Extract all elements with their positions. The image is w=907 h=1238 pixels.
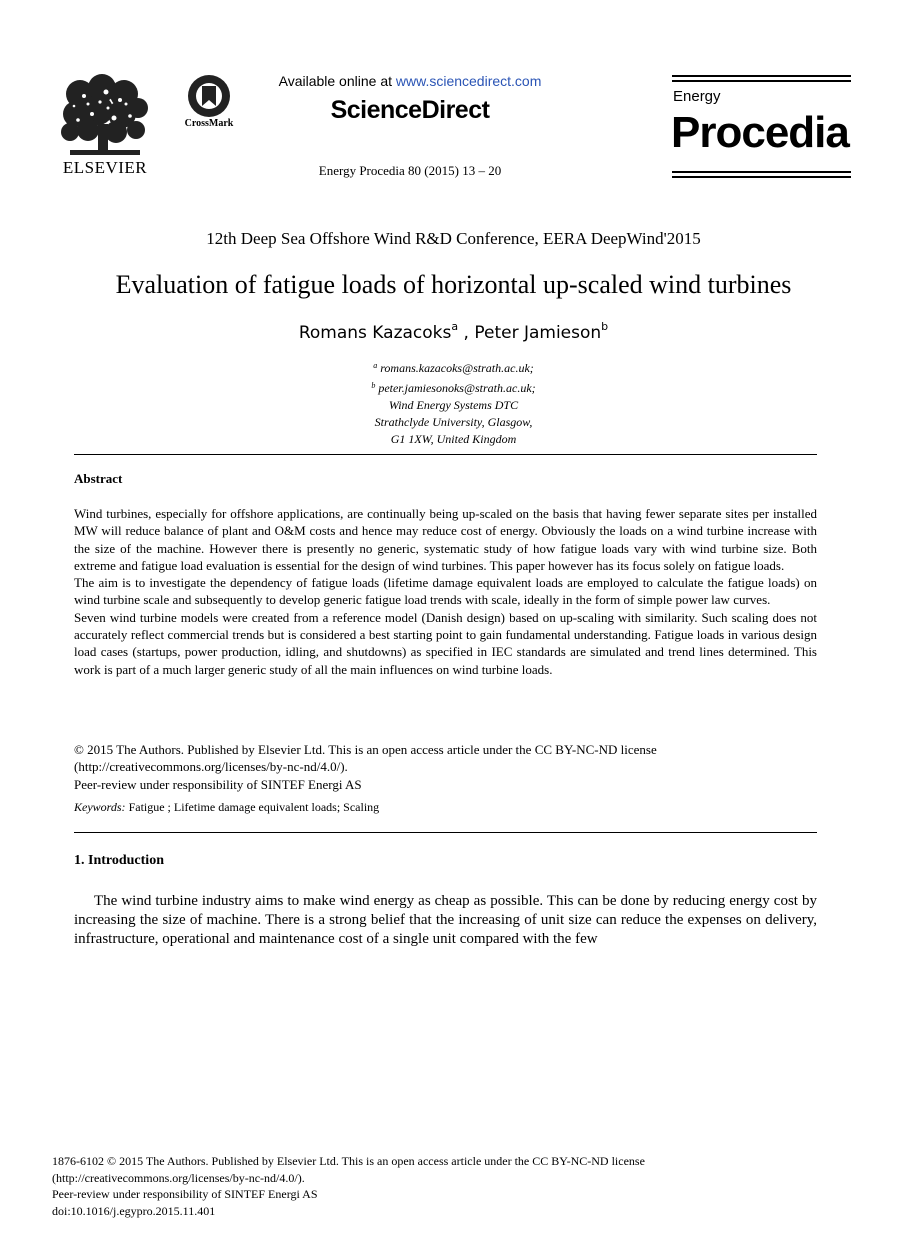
affil-mark: a xyxy=(373,361,378,370)
abstract-heading: Abstract xyxy=(74,471,123,486)
paper-title: Evaluation of fatigue loads of horizontal up-scaled wind turbines xyxy=(115,270,792,299)
author-affil-mark: a xyxy=(451,320,459,333)
sciencedirect-link[interactable]: www.sciencedirect.com xyxy=(395,73,542,89)
masthead-rule xyxy=(672,75,851,77)
footer-peer-review: Peer-review under responsibility of SINTEF Energi AS xyxy=(52,1187,318,1201)
author-separator: , xyxy=(458,323,475,343)
introduction-paragraph: The wind turbine industry aims to make wind energy as cheap as possible. This can be done by reducing energy cost by increasing the size of machine. There is a strong belief that the increasing of unit size can reduce the expenses on delivery, infrastructure, operational and maintenance cost of a single unit compared with the few xyxy=(74,893,817,947)
journal-name-small: Energy xyxy=(673,88,721,105)
author-email: peter.jamiesonoks@strath.ac.uk; xyxy=(375,381,536,395)
crossmark-label: CrossMark xyxy=(184,118,234,129)
footer-copyright: 1876-6102 © 2015 The Authors. Published by Elsevier Ltd. This is an open access article under the CC BY-NC-ND license xyxy=(52,1154,645,1168)
affil-mark: b xyxy=(371,381,376,390)
author-affil-mark: b xyxy=(601,320,609,333)
elsevier-wordmark: ELSEVIER xyxy=(62,158,148,177)
masthead-rule xyxy=(672,176,851,178)
affiliation-line xyxy=(0,357,907,377)
footer-doi[interactable]: doi:10.1016/j.egypro.2015.11.401 xyxy=(52,1203,216,1218)
affiliation-block xyxy=(0,357,907,448)
keywords-list: Fatigue ; Lifetime damage equivalent loads; Scaling xyxy=(125,800,380,814)
abstract-body xyxy=(74,505,817,678)
author-email: romans.kazacoks@strath.ac.uk; xyxy=(377,361,534,375)
affiliation-line: Wind Energy Systems DTC xyxy=(388,398,519,412)
license-line: © 2015 The Authors. Published by Elsevier Ltd. This is an open access article under the CC BY-NC-ND license xyxy=(74,742,657,757)
available-prefix: Available online at xyxy=(278,73,396,89)
introduction-body xyxy=(74,892,817,949)
section-divider xyxy=(74,832,817,833)
page-footer xyxy=(52,1153,832,1219)
masthead-rule xyxy=(672,171,851,173)
journal-name-large: Procedia xyxy=(671,108,849,157)
keywords-label: Keywords: xyxy=(74,800,126,814)
affiliation-line xyxy=(0,377,907,397)
license-link[interactable]: (http://creativecommons.org/licenses/by-nc-nd/4.0/). xyxy=(74,759,348,775)
author-name: Romans Kazacoks xyxy=(298,323,452,343)
author-name: Peter Jamieson xyxy=(474,323,602,343)
available-online-line xyxy=(260,73,560,89)
affiliation-line: Strathclyde University, Glasgow, xyxy=(374,415,533,429)
journal-citation: Energy Procedia 80 (2015) 13 – 20 xyxy=(318,163,502,178)
abstract-paragraph: Wind turbines, especially for offshore applications, are continually being up-scaled on the basis that having fewer separate sites per installed MW will reduce balance of plant and O&M costs and hence may reduce cost of energy. Obviously the loads on a wind turbine increase with the size of the machine. However there is presently no generic, systematic study of how fatigue loads vary with wind turbine size. Both extreme and fatigue load evaluation is essential for the design of wind turbines. This paper however has its focus solely on fatigue loads. xyxy=(74,506,817,573)
conference-name: 12th Deep Sea Offshore Wind R&D Conference, EERA DeepWind'2015 xyxy=(206,229,701,248)
footer-license-link[interactable]: (http://creativecommons.org/licenses/by-nc-nd/4.0/). xyxy=(52,1170,305,1185)
masthead-rule xyxy=(672,80,851,82)
peer-review-line: Peer-review under responsibility of SINTEF Energi AS xyxy=(74,776,362,792)
section-heading-introduction: 1. Introduction xyxy=(74,853,164,868)
author-list xyxy=(0,320,907,343)
section-divider xyxy=(74,454,817,455)
abstract-paragraph: Seven wind turbine models were created from a reference model (Danish design) based on up-scaling with similarity. Such scaling does not accurately reflect commercial trends but is considered a best starting point to gain fundamental understanding. Fatigue loads in various design load cases (startups, power production, idling, and shutdowns) as specified in IEC standards are simulated and trend lines determined. This work is part of a much larger generic study of all the main influences on wind turbine loads. xyxy=(74,609,817,677)
license-notice xyxy=(74,741,817,793)
abstract-paragraph: The aim is to investigate the dependency of fatigue loads (lifetime damage equivalent loads are employed to calculate the fatigue loads) on wind turbine scale and subsequently to develop generic fatigue load trends with scale, ideally in the form of simple power law curves. xyxy=(74,575,817,608)
keywords-line xyxy=(74,800,817,815)
affiliation-line: G1 1XW, United Kingdom xyxy=(390,432,517,446)
sciencedirect-wordmark: ScienceDirect xyxy=(330,96,490,124)
